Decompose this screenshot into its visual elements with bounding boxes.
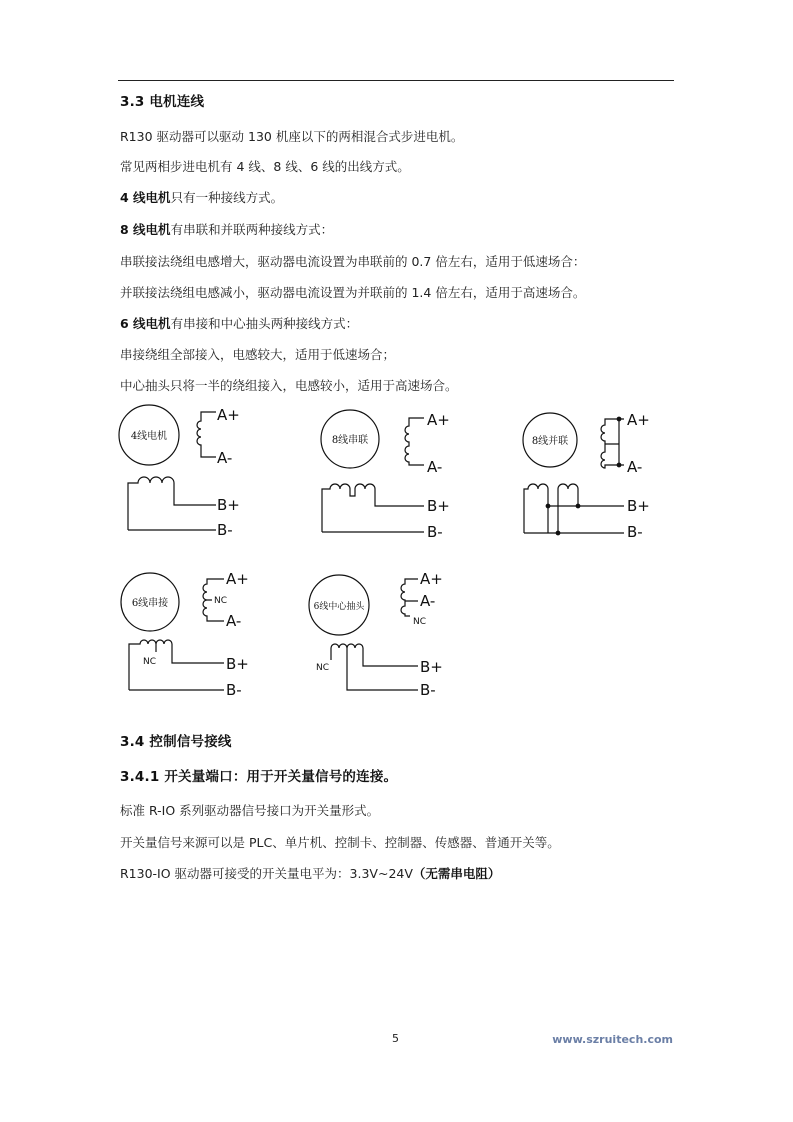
term-8-wire: 8 线电机 xyxy=(120,222,171,237)
coil-b xyxy=(128,477,216,530)
junction-dot xyxy=(617,463,621,467)
pin-b-minus: B- xyxy=(420,681,436,699)
paragraph-r-io-interface: 标准 R-IO 系列驱动器信号接口为开关量形式。 xyxy=(120,803,380,818)
coil-a xyxy=(601,419,624,468)
term-6-wire: 6 线电机 xyxy=(120,316,171,331)
pin-a-plus: A+ xyxy=(226,570,249,588)
coil-b xyxy=(524,484,624,533)
pin-a-plus: A+ xyxy=(427,411,450,429)
pin-b-minus: B- xyxy=(217,521,233,539)
junction-dot xyxy=(546,504,550,508)
voltage-level-text: R130-IO 驱动器可接受的开关量电平为：3.3V~24V xyxy=(120,866,413,881)
paragraph-6-wire-series: 串接绕组全部接入，电感较大，适用于低速场合； xyxy=(120,347,396,362)
pin-a-plus: A+ xyxy=(217,406,240,424)
pin-a-minus: A- xyxy=(226,612,242,630)
motor-label: 6线中心抽头 xyxy=(313,602,365,612)
junction-dot xyxy=(617,417,621,421)
junction-dot xyxy=(556,531,560,535)
diagram-8-wire-series xyxy=(321,410,450,541)
pin-a-minus: A- xyxy=(217,449,233,467)
diagram-4-wire xyxy=(119,405,240,539)
pin-b-plus: B+ xyxy=(420,658,443,676)
pin-b-plus: B+ xyxy=(217,496,240,514)
nc-b-label: NC xyxy=(143,657,157,667)
motor-label: 8线并联 xyxy=(531,436,569,447)
pin-b-minus: B- xyxy=(427,523,443,541)
pin-b-minus: B- xyxy=(226,681,242,699)
pin-a-plus: A+ xyxy=(420,570,443,588)
paragraph-8-wire-text: 有串联和并联两种接线方式： xyxy=(170,222,334,237)
pin-a-minus: A- xyxy=(427,458,443,476)
website-link[interactable]: www.szruitech.com xyxy=(552,1033,673,1046)
paragraph-parallel: 并联接法绕组电感减小，驱动器电流设置为并联前的 1.4 倍左右，适用于高速场合。 xyxy=(120,285,586,300)
pin-a-minus: A- xyxy=(420,592,436,610)
motor-label: 8线串联 xyxy=(331,435,369,446)
pin-b-plus: B+ xyxy=(226,655,249,673)
coil-a xyxy=(197,412,216,457)
diagram-6-wire-series xyxy=(121,570,249,699)
motor-label: 4线电机 xyxy=(130,431,168,442)
nc-a-label: NC xyxy=(413,617,427,627)
paragraph-6-wire-center: 中心抽头只将一半的绕组接入，电感较小，适用于高速场合。 xyxy=(120,378,458,393)
paragraph-voltage-level xyxy=(120,864,500,882)
diagram-6-wire-center-tap xyxy=(309,570,443,699)
pin-b-plus: B+ xyxy=(627,497,650,515)
motor-label: 6线串接 xyxy=(131,598,169,609)
paragraph-series: 串联接法绕组电感增大，驱动器电流设置为串联前的 0.7 倍左右，适用于低速场合： xyxy=(120,254,586,269)
pin-a-plus: A+ xyxy=(627,411,650,429)
no-resistor-note: （无需串电阻） xyxy=(412,866,501,881)
paragraph-wire-types: 常见两相步进电机有 4 线、8 线、6 线的出线方式。 xyxy=(120,159,410,174)
pin-b-plus: B+ xyxy=(427,497,450,515)
paragraph-r130-drive: R130 驱动器可以驱动 130 机座以下的两相混合式步进电机。 xyxy=(120,129,464,144)
coil-a xyxy=(401,579,418,616)
paragraph-6-wire-text: 有串接和中心抽头两种接线方式： xyxy=(170,316,359,331)
page-number: 5 xyxy=(392,1032,399,1045)
section-3-4-heading: 3.4 控制信号接线 xyxy=(120,734,232,750)
nc-b-label: NC xyxy=(316,663,330,673)
paragraph-4-wire-text: 只有一种接线方式。 xyxy=(170,190,284,205)
section-3-4-1-heading: 3.4.1 开关量端口：用于开关量信号的连接。 xyxy=(120,769,398,785)
section-3-3-heading: 3.3 电机连线 xyxy=(120,94,205,110)
coil-b xyxy=(322,484,424,532)
term-4-wire: 4 线电机 xyxy=(120,190,171,205)
pin-a-minus: A- xyxy=(627,458,643,476)
diagram-8-wire-parallel xyxy=(523,411,650,541)
pin-b-minus: B- xyxy=(627,523,643,541)
nc-a-label: NC xyxy=(214,596,228,606)
coil-a xyxy=(405,418,424,465)
paragraph-signal-sources: 开关量信号来源可以是 PLC、单片机、控制卡、控制器、传感器、普通开关等。 xyxy=(120,835,560,850)
junction-dot xyxy=(576,504,580,508)
coil-b xyxy=(331,644,418,690)
